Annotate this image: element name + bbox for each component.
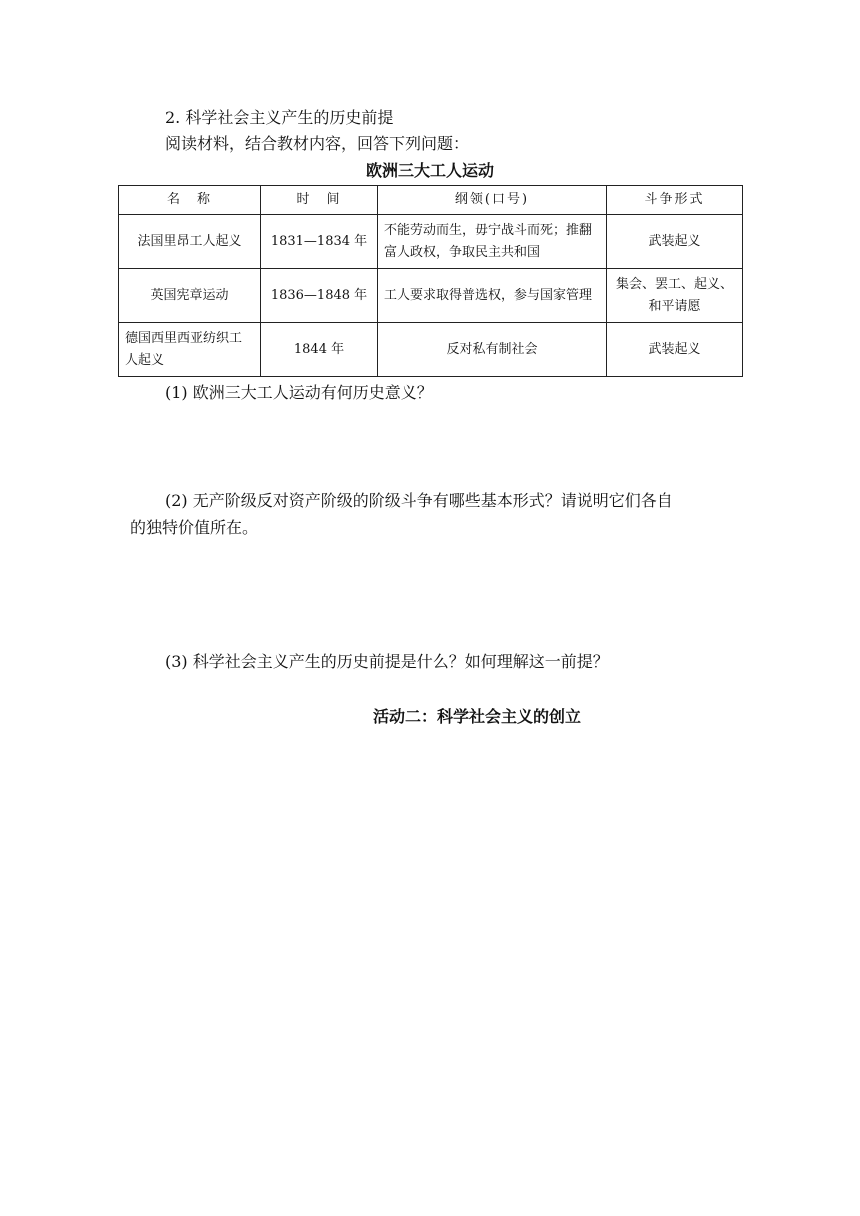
cell-time: 1836—1848 年 (261, 269, 378, 323)
section-intro: 阅读材料，结合教材内容，回答下列问题： (165, 134, 470, 153)
header-name: 名 称 (119, 186, 261, 215)
table-header-row (119, 186, 743, 215)
cell-name: 德国西里西亚纺织工人起义 (119, 323, 261, 377)
cell-program: 反对私有制社会 (378, 323, 607, 377)
cell-program: 不能劳动而生，毋宁战斗而死；推翻富人政权，争取民主共和国 (378, 215, 607, 269)
question-2-line-1: (2) 无产阶级反对资产阶级的阶级斗争有哪些基本形式？请说明它们各自 (165, 491, 673, 510)
activity-heading: 活动二：科学社会主义的创立 (373, 707, 582, 726)
table-title: 欧洲三大工人运动 (365, 161, 494, 180)
question-3: (3) 科学社会主义产生的历史前提是什么？如何理解这一前提？ (165, 652, 609, 671)
cell-form: 武装起义 (607, 215, 743, 269)
cell-name: 法国里昂工人起义 (119, 215, 261, 269)
cell-program: 工人要求取得普选权，参与国家管理 (378, 269, 607, 323)
table-row (119, 269, 743, 323)
table-row (119, 323, 743, 377)
cell-time: 1844 年 (261, 323, 378, 377)
question-1: (1) 欧洲三大工人运动有何历史意义？ (165, 383, 433, 402)
table-row (119, 215, 743, 269)
cell-time: 1831—1834 年 (261, 215, 378, 269)
header-time: 时 间 (261, 186, 378, 215)
question-2-line-2: 的独特价值所在。 (130, 518, 259, 537)
header-form: 斗争形式 (607, 186, 743, 215)
workers-movement-table (118, 185, 743, 377)
cell-form: 武装起义 (607, 323, 743, 377)
cell-name: 英国宪章运动 (119, 269, 261, 323)
section-heading: 2. 科学社会主义产生的历史前提 (165, 108, 394, 127)
header-program: 纲领(口号) (378, 186, 607, 215)
cell-form: 集会、罢工、起义、和平请愿 (607, 269, 743, 323)
